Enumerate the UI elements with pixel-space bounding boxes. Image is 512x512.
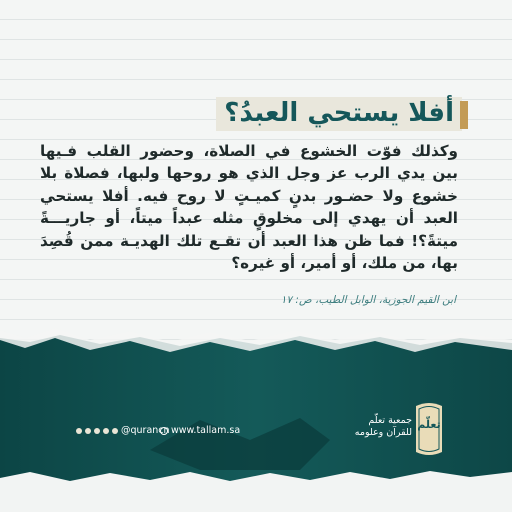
- youtube-icon[interactable]: [76, 428, 82, 434]
- facebook-icon[interactable]: [94, 428, 100, 434]
- page-title: أفلا يستحي العبدُ؟: [216, 97, 462, 131]
- quote-body-text: وكذلك فوّت الخشوع في الصلاة، وحضور القلب فـيها بين يدي الرب عز وجل الذي هو روحها ولبها، فصلاة بلا خشوع ولا حضـور بدنٍ كميـتٍ لا روح فيه. أفلا يستحي العبد أن يهدي إلى مخلوقٍ مثله عبداً ميتاً، أو جاريـــةً ميتةً؟! فما ظن هذا العبد أن تقـع تلك الهديـة ممن قُصِدَ بها، من ملك، أو أمير، أو غيره؟: [40, 142, 458, 273]
- social-handle-text[interactable]: @qurancn: [121, 425, 170, 436]
- organization-name-line1: جمعية تعلّم: [368, 415, 412, 426]
- organization-name: [344, 415, 412, 439]
- social-handle[interactable]: [76, 425, 170, 436]
- globe-icon: [160, 427, 168, 435]
- telegram-icon[interactable]: [103, 428, 109, 434]
- organization-name-line2: للقرآن وعلومه: [354, 427, 412, 438]
- instagram-icon[interactable]: [85, 428, 91, 434]
- quote-source: ابن القيم الجوزية، الوابل الطيب، ص: ١٧: [280, 294, 456, 306]
- x-icon[interactable]: [112, 428, 118, 434]
- title-accent-bar: [460, 101, 468, 129]
- logo-text: تعلّم: [417, 418, 441, 431]
- website-text[interactable]: www.tallam.sa: [171, 425, 241, 436]
- title-block: [216, 97, 462, 131]
- website-link[interactable]: [160, 425, 240, 436]
- organization-logo: [412, 400, 446, 458]
